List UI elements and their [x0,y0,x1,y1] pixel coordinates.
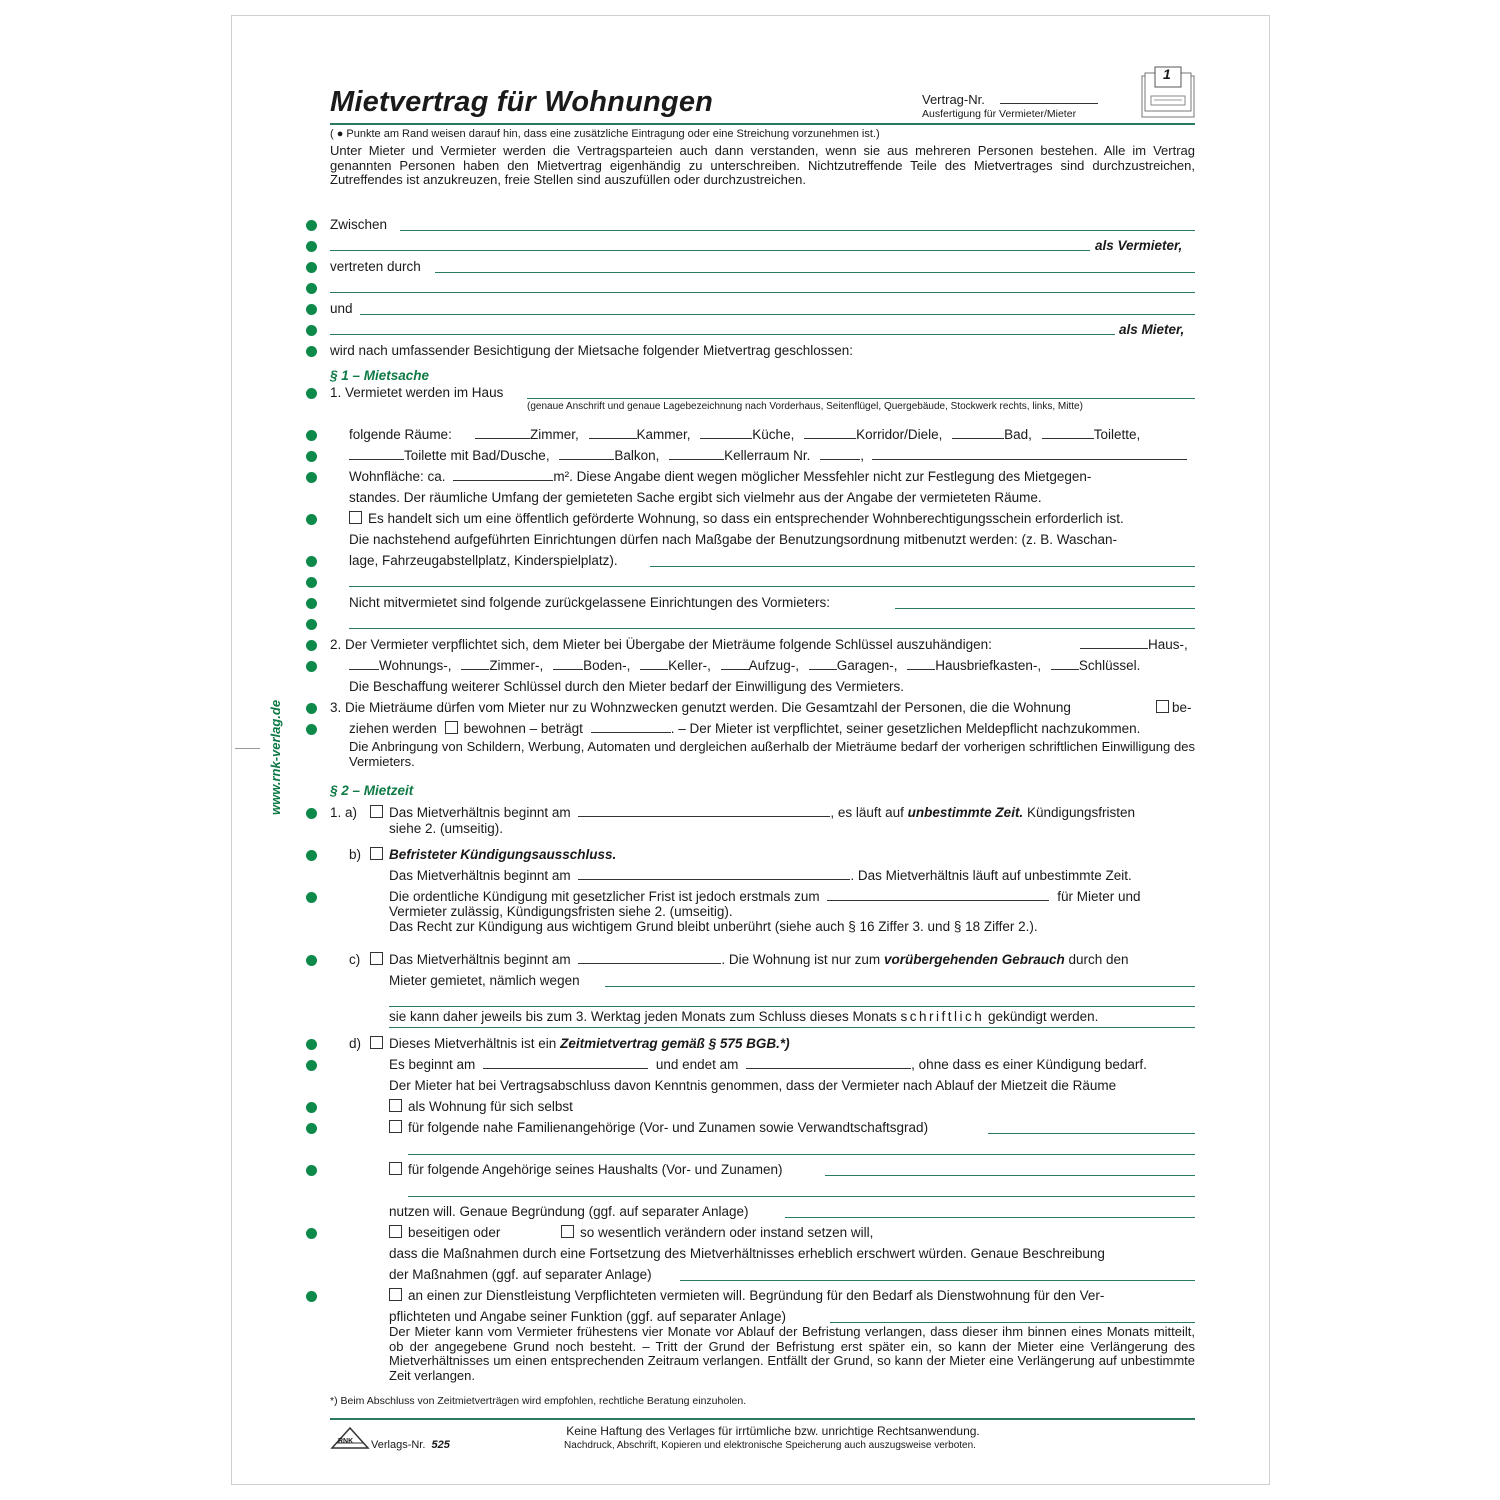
website-link[interactable]: www.rnk-verlag.de [268,699,283,815]
represented-field-1[interactable] [435,272,1195,273]
area-row-2: standes. Der räumliche Umfang der gemieteten Sache ergibt sich vielmehr aus der Angabe der vermieteten Räume. [349,490,1042,505]
contract-number-field[interactable] [1000,103,1098,104]
subsidized-checkbox[interactable] [349,511,362,524]
modify-checkbox[interactable] [561,1225,574,1238]
tenant-field-1[interactable] [360,314,1195,315]
s1-item1-hint: (genaue Anschrift und genaue Lagebezeichnung nach Vorderhaus, Seitenflügel, Quergebäude, Stockwerk rechts, links, Mitte) [527,401,1083,412]
footer-rule [330,1418,1195,1420]
family-field-2[interactable] [408,1154,1195,1155]
remove-checkbox[interactable] [389,1225,402,1238]
facilities-text-2: lage, Fahrzeugabstellplatz, Kinderspielplatz). [349,553,618,568]
section-1-heading: § 1 – Mietsache [330,368,430,383]
s2-d-num: d) [349,1036,362,1051]
represented-by-label: vertreten durch [330,259,421,274]
keys-row: Wohnungs-, Zimmer-, Boden-, Keller-, Aufzug-, Garagen-, Hausbriefkasten-, Schlüssel. [349,658,1140,674]
family-use-checkbox[interactable] [389,1120,402,1133]
household-use-checkbox[interactable] [389,1162,402,1175]
intro-text: Unter Mieter und Vermieter werden die Vertragsparteien auch dann verstanden, wenn sie aus mehreren Personen bestehen. Alle im Vertrag genannten Personen haben den Mietvertrag eigenhändig zu unterschreiben. Nichtzutreffende Teile des Mietvertrages sind durchzustreichen, Zutreffendes ist anzukreuzen, freie Stellen sind auszufüllen oder durchzustreichen. [330,143,1195,187]
not-rented-text: Nicht mitvermietet sind folgende zurückgelassene Einrichtungen des Vormieters: [349,595,830,610]
fold-mark [235,748,260,749]
house-address-field[interactable] [527,398,1195,399]
disclaimer-2: Nachdruck, Abschrift, Kopieren und elektronische Speicherung auch auszugsweise verboten. [564,1440,976,1451]
service-checkbox[interactable] [389,1288,402,1301]
s2-d-household-row: für folgende Angehörige seines Haushalts (Vor- und Zunamen) [389,1162,782,1178]
s2-d-row-3: Der Mieter hat bei Vertragsabschluss davon Kenntnis genommen, dass der Vermieter nach Ablauf der Mietzeit die Räume [389,1078,1117,1093]
c-rule [389,1027,1195,1028]
household-field-1[interactable] [825,1175,1195,1176]
section-2-heading: § 2 – Mietzeit [330,783,414,798]
signage-text: Die Anbringung von Schildern, Werbung, Automaten und dergleichen außerhalb der Mieträume bedarf der vorherigen schriftlichen Einwilligung des Vermieters. [349,739,1195,769]
occupy-checkbox[interactable] [445,721,458,734]
temporary-use-checkbox[interactable] [370,952,383,965]
reason-field[interactable] [785,1217,1195,1218]
area-row: Wohnfläche: ca. m². Diese Angabe dient wegen möglicher Messfehler nicht zur Festlegung des Mietgegen- [349,469,1092,484]
temporary-reason-field-1[interactable] [605,986,1195,987]
subsidized-row: Es handelt sich um eine öffentlich geförderte Wohnung, so dass ein entsprechender Wohnberechtigungsschein erforderlich ist. [349,511,1124,527]
s2-c-row-2: Mieter gemietet, nämlich wegen [389,973,580,988]
use-text: 3. Die Mieträume dürfen vom Mieter nur zu Wohnzwecken genutzt werden. Die Gesamtzahl der Personen, die die Wohnung [330,700,1071,715]
s1-item1: 1. Vermietet werden im Haus [330,385,504,400]
use-row-2: ziehen werden bewohnen – beträgt . – Der Mieter ist verpflichtet, seiner gesetzlichen Meldepflicht nachzukommen. [349,721,1141,736]
s2-d-row-measures-2: der Maßnahmen (ggf. auf separater Anlage) [389,1267,652,1282]
landlord-field-2[interactable] [330,250,1090,251]
s2-d-service-row-2: pflichteten und Angabe seiner Funktion (ggf. auf separater Anlage) [389,1309,787,1324]
unlimited-term-checkbox[interactable] [370,805,383,818]
header-rule [330,123,1195,125]
footnote: *) Beim Abschluss von Zeitmietverträgen wird empfohlen, rechtliche Beratung einzuholen. [330,1395,747,1407]
temporary-reason-field-2[interactable] [389,1006,1195,1007]
s2-a-num: 1. a) [330,805,358,820]
intro-note: ( ● Punkte am Rand weisen darauf hin, dass eine zusätzliche Eintragung oder eine Streichung vorzunehmen ist.) [330,128,880,140]
household-field-2[interactable] [408,1196,1195,1197]
move-in-checkbox[interactable] [1156,700,1169,713]
s2-a-row-2: siehe 2. (umseitig). [389,821,504,836]
service-field[interactable] [830,1322,1195,1323]
copy-label: Ausfertigung für Vermieter/Mieter [922,108,1077,120]
landlord-field-1[interactable] [400,230,1195,231]
and-label: und [330,301,353,316]
s2-c-row: Das Mietverhältnis beginnt am . Die Wohnung ist nur zum vorübergehenden Gebrauch durch den [370,952,1129,968]
facilities-text: Die nachstehend aufgeführten Einrichtungen dürfen nach Maßgabe der Benutzungsordnung mitbenutzt werden: (z. B. Waschan- [349,532,1117,547]
s2-d-row-measures: dass die Maßnahmen durch eine Fortsetzung des Mietverhältnisses erheblich erschwert würden. Genaue Beschreibung [389,1246,1105,1261]
between-label: Zwischen [330,217,388,232]
fixed-term-checkbox[interactable] [370,1036,383,1049]
publisher-number: Verlags-Nr. 525 [371,1439,450,1451]
s2-c-num: c) [349,952,361,967]
s2-c-row-3: sie kann daher jeweils bis zum 3. Werktag jeden Monats zum Schluss dieses Monats schriftlich gekündigt werden. [389,1009,1099,1024]
s2-d-reason-row: nutzen will. Genaue Begründung (ggf. auf separater Anlage) [389,1204,749,1219]
closing-text: wird nach umfassender Besichtigung der Mietsache folgender Mietvertrag geschlossen: [330,343,854,358]
logo-text: RNK [338,1438,354,1445]
keys-text: 2. Der Vermieter verpflichtet sich, dem Mieter bei Übergabe der Mieträume folgende Schlüssel auszuhändigen: [330,637,992,652]
rooms-row-2: Toilette mit Bad/Dusche, Balkon, Kellerraum Nr. , [349,448,1187,464]
s2-d-own-use-row: als Wohnung für sich selbst [389,1099,573,1115]
s2-d-family-row: für folgende nahe Familienangehörige (Vor- und Zunamen sowie Verwandtschaftsgrad) [389,1120,928,1136]
s2-a-row: Das Mietverhältnis beginnt am , es läuft auf unbestimmte Zeit. Kündigungsfristen [370,805,1135,821]
s2-b-row-4: Das Recht zur Kündigung aus wichtigem Grund bleibt unberührt (siehe auch § 16 Ziffer 3. und § 18 Ziffer 2.). [389,919,1038,934]
rooms-row-1: Zimmer, Kammer, Küche, Korridor/Diele, Bad, Toilette, [475,427,1140,443]
as-landlord-label: als Vermieter, [1095,238,1183,253]
notice-exclusion-checkbox[interactable] [370,847,383,860]
s2-d-modify-row: so wesentlich verändern oder instand setzen will, [561,1225,873,1241]
s2-b-num: b) [349,847,362,862]
s2-d-final-text: Der Mieter kann vom Vermieter frühestens vier Monate vor Ablauf der Befristung verlangen, dass dieser ihm binnen eines Monats mitteilt, ob der angegebene Grund noch besteht. – Tritt der Grund der Befristung erst später ein, so kann der Mieter eine Verlängerung des Mietverhältnisses um einen entsprechenden Zeitraum verlangen. Entfällt der Grund, so kann der Mieter eine Verlängerung auf unbestimmte Zeit verlangen. [389,1324,1195,1383]
keys-house: Haus-, [1080,637,1188,653]
s2-b-row-1: Das Mietverhältnis beginnt am . Das Mietverhältnis läuft auf unbestimmte Zeit. [389,868,1132,883]
measures-field[interactable] [680,1280,1195,1281]
as-tenant-label: als Mieter, [1119,322,1185,337]
s2-d-row: Dieses Mietverhältnis ist ein Zeitmietvertrag gemäß § 575 BGB.*) [370,1036,790,1052]
keys-note: Die Beschaffung weiterer Schlüssel durch den Mieter bedarf der Einwilligung des Vermieters. [349,679,905,694]
contract-number-label: Vertrag-Nr. [922,92,985,107]
own-use-checkbox[interactable] [389,1099,402,1112]
s2-b-row-3: Vermieter zulässig, Kündigungsfristen siehe 2. (umseitig). [389,904,733,919]
not-rented-field-2[interactable] [349,628,1195,629]
page-title: Mietvertrag für Wohnungen [330,86,714,118]
family-field-1[interactable] [988,1133,1195,1134]
facilities-field-2[interactable] [349,586,1195,587]
s2-d-row-2: Es beginnt am und endet am , ohne dass es einer Kündigung bedarf. [389,1057,1147,1072]
disclaimer-1: Keine Haftung des Verlages für irrtümliche bzw. unrichtige Rechtsanwendung. [566,1424,980,1438]
not-rented-field-1[interactable] [895,608,1195,609]
page-number: 1 [1163,66,1171,82]
s2-b-row-2: Die ordentliche Kündigung mit gesetzlicher Frist ist jedoch erstmals zum für Mieter und [389,889,1141,904]
s2-b-title-row: Befristeter Kündigungsausschluss. [370,847,616,863]
use-be: be- [1156,700,1192,716]
s2-d-service-row: an einen zur Dienstleistung Verpflichteten vermieten will. Begründung für den Bedarf als Dienstwohnung für den Ver- [389,1288,1104,1304]
tenant-field-2[interactable] [330,334,1115,335]
rooms-label: folgende Räume: [349,427,452,442]
represented-field-2[interactable] [330,292,1195,293]
facilities-field-1[interactable] [650,566,1195,567]
s2-d-remove-row: beseitigen oder [389,1225,500,1241]
